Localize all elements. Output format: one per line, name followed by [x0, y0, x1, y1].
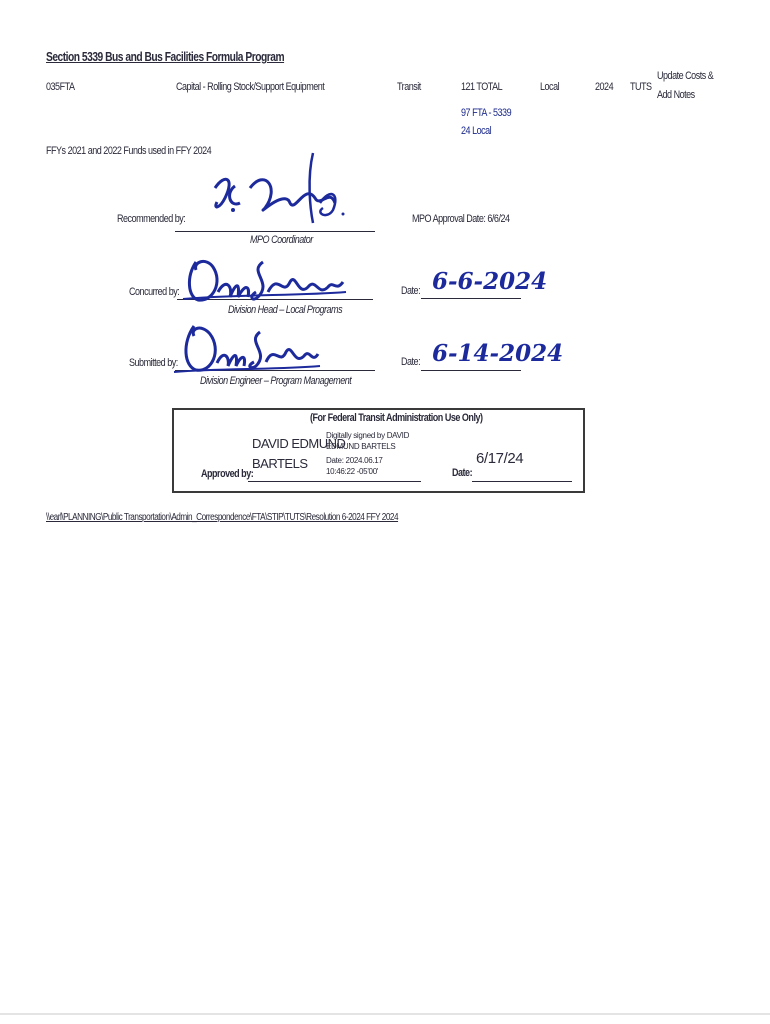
fta-digital-sig-line2: EDMUND BARTELS: [326, 442, 396, 451]
fta-signer-name-line2: BARTELS: [252, 456, 308, 471]
fta-date-label: Date:: [452, 467, 473, 479]
fta-date-line: [472, 481, 572, 482]
recommended-title: MPO Coordinator: [250, 234, 313, 246]
concurred-date-line: [421, 298, 521, 299]
cost-fta: 97 FTA - 5339: [461, 107, 512, 119]
fta-digital-sig-line1: Digitally signed by DAVID: [326, 431, 410, 440]
concurred-date-value: 6-6-2024: [432, 268, 548, 295]
project-id: 035FTA: [46, 81, 75, 93]
fta-date-value: 6/17/24: [476, 450, 524, 467]
file-path: \\earl\PLANNING\Public Transportation\Admin_Correspondence\FTA\STIP\TUTS\Resolution 6-2024 FFY 2024: [46, 512, 399, 523]
ffys-note: FFYs 2021 and 2022 Funds used in FFY 2024: [46, 145, 212, 157]
approved-by-label: Approved by:: [201, 468, 254, 480]
mpo-approval-date: MPO Approval Date: 6/6/24: [412, 213, 510, 225]
concurred-label: Concurred by:: [129, 286, 180, 298]
document-heading: Section 5339 Bus and Bus Facilities Formula Program: [46, 50, 285, 64]
fiscal-year: 2024: [595, 81, 614, 93]
concurred-date-label: Date:: [401, 285, 421, 297]
recommended-label: Recommended by:: [117, 213, 186, 225]
approved-by-line: [248, 481, 421, 482]
mpo-code: TUTS: [630, 81, 652, 93]
fta-signer-name-line1: DAVID EDMUND: [252, 436, 346, 451]
project-description: Capital - Rolling Stock/Support Equipment: [176, 81, 325, 93]
submitted-date-label: Date:: [401, 356, 421, 368]
cost-total: 121 TOTAL: [461, 81, 503, 93]
scan-edge: [0, 1013, 770, 1015]
action-line-1: Update Costs &: [657, 70, 714, 82]
cost-local: 24 Local: [461, 125, 492, 137]
action-line-2: Add Notes: [657, 89, 695, 101]
submitted-date-line: [421, 370, 521, 371]
submitted-date-value: 6-14-2024: [432, 340, 564, 367]
submitted-label: Submitted by:: [129, 357, 178, 369]
project-type: Transit: [397, 81, 421, 93]
submitted-title: Division Engineer – Program Management: [200, 375, 352, 387]
concurred-title: Division Head – Local Programs: [228, 304, 343, 316]
fta-digital-sig-line3: Date: 2024.06.17: [326, 456, 383, 465]
funding-source: Local: [540, 81, 560, 93]
fta-box-header: (For Federal Transit Administration Use Only): [310, 412, 483, 424]
fta-digital-sig-line4: 10:46:22 -05'00': [326, 467, 379, 476]
